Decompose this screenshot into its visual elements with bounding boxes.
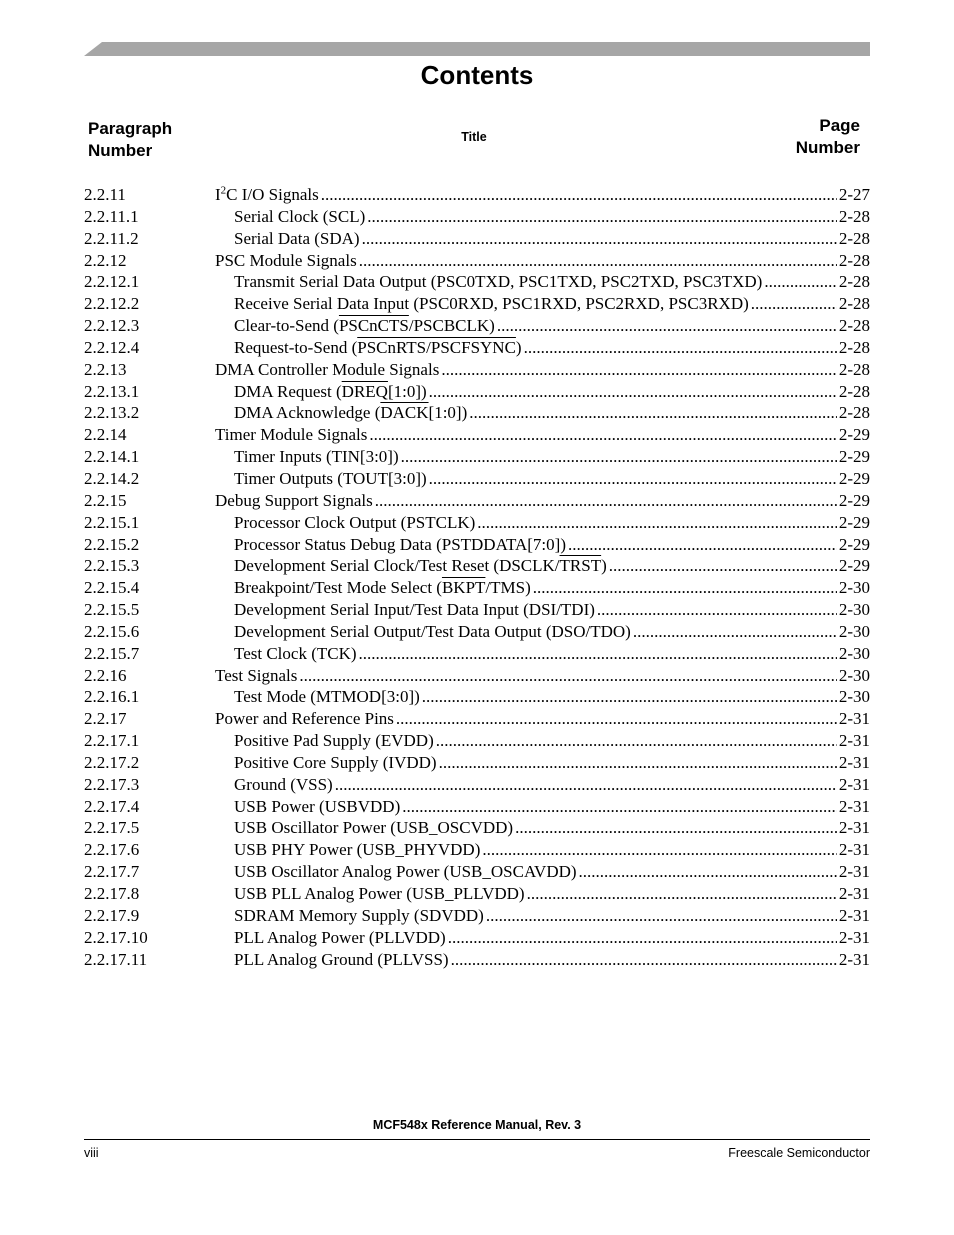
toc-entry-title-part: Test Mode (MTMOD[3:0]) (234, 687, 420, 707)
toc-entry-title-part: Timer Outputs (TOUT[3:0]) (234, 468, 427, 488)
toc-entry-page: 2-30 (838, 687, 870, 707)
toc-entry[interactable] (84, 337, 870, 359)
toc-entry-title-part: [1:0]) (387, 381, 427, 401)
toc-entry-title-part: Development Serial Clock/Test Reset (DSCLK/ (234, 556, 560, 576)
toc-entry-number: 2.2.17.8 (84, 884, 140, 903)
dot-leader (579, 861, 837, 883)
toc-entry-title-part: Positive Pad Supply (EVDD) (234, 731, 434, 751)
toc-entry-title (215, 184, 319, 206)
toc-entry-title (234, 599, 595, 621)
toc-entry[interactable] (84, 949, 870, 971)
toc-entry-title-part: USB PHY Power (USB_PHYVDD) (234, 840, 481, 860)
toc-entry-title (234, 621, 631, 643)
dot-leader (524, 337, 837, 359)
toc-entry-title-overline-part: PSCnRTS/PSCFSYNC (357, 337, 516, 357)
toc-entry-title-overline-part: BKPT (441, 578, 486, 598)
dot-leader (751, 293, 837, 315)
toc-entry-title (215, 250, 357, 272)
footer-company: Freescale Semiconductor (728, 1146, 870, 1160)
dot-leader (609, 555, 837, 577)
toc-entry-title-part: Serial Data (SDA) (234, 228, 360, 248)
dot-leader (527, 883, 837, 905)
toc-entry-title-part: DMA Request ( (234, 381, 342, 401)
toc-entry-title (234, 577, 531, 599)
toc-entry-body (215, 905, 839, 927)
toc-entry-title-part: USB PLL Analog Power (USB_PLLVDD) (234, 884, 525, 903)
toc-entry-page: 2-28 (838, 294, 870, 314)
toc-entry-number: 2.2.11 (84, 185, 126, 204)
dot-leader (375, 490, 837, 512)
dot-leader (764, 271, 837, 293)
toc-entry[interactable] (84, 621, 870, 643)
toc-entry-title-part: Transmit Serial Data Output (PSC0TXD, PSC1TXD, PSC2TXD, PSC3TXD) (234, 272, 763, 292)
toc-entry-body (215, 774, 839, 796)
toc-entry-number: 2.2.13.2 (84, 403, 140, 423)
toc-entry[interactable] (84, 512, 870, 534)
dot-leader (448, 927, 837, 949)
footer-page-number: viii (84, 1146, 99, 1160)
dot-leader (633, 621, 837, 643)
toc-entry-body (215, 184, 839, 206)
toc-entry[interactable] (84, 359, 870, 381)
toc-entry-body (215, 927, 839, 949)
dot-leader (469, 402, 837, 424)
toc-entry-number: 2.2.15.3 (84, 556, 140, 576)
toc-entry-title (234, 686, 420, 708)
toc-entry-title-part: Request-to-Send ( (234, 337, 358, 357)
toc-entry-number: 2.2.11.1 (84, 206, 139, 226)
toc-entry-number: 2.2.17.6 (84, 840, 140, 860)
dot-leader (429, 468, 837, 490)
toc-entry-body (215, 861, 839, 883)
toc-entry-body (215, 446, 839, 468)
toc-entry-title-part: PSC Module Signals (215, 250, 357, 270)
dot-leader (396, 708, 837, 730)
toc-entry-title-part: USB Oscillator Analog Power (USB_OSCAVDD) (234, 862, 577, 882)
toc-entry-title-part: /PSCBCLK) (408, 316, 495, 336)
toc-entry-body (215, 796, 839, 818)
toc-entry-body (215, 949, 839, 971)
dot-leader (367, 206, 837, 228)
toc-entry-number: 2.2.16.1 (84, 687, 140, 707)
toc-entry-title (234, 315, 495, 337)
toc-entry-body (215, 228, 839, 250)
toc-entry[interactable] (84, 686, 870, 708)
toc-entry-page: 2-29 (838, 425, 870, 445)
toc-entry-title (234, 730, 434, 752)
toc-entry-title (234, 402, 467, 424)
toc-entry[interactable] (84, 402, 870, 424)
toc-entry-title (234, 534, 566, 556)
toc-entry[interactable] (84, 315, 870, 337)
toc-entry[interactable] (84, 927, 870, 949)
column-header-paragraph-line1: Paragraph (88, 119, 173, 138)
toc-entry-page: 2-31 (838, 927, 870, 947)
footer-manual-title: MCF548x Reference Manual, Rev. 3 (372, 1118, 582, 1132)
toc-entry-title (234, 905, 484, 927)
toc-entry[interactable] (84, 643, 870, 665)
toc-entry-title (234, 446, 399, 468)
toc-entry[interactable] (84, 839, 870, 861)
toc-entry-body (215, 512, 839, 534)
toc-entry-page: 2-28 (838, 359, 870, 379)
toc-entry-number: 2.2.15.5 (84, 600, 140, 620)
toc-entry-title (234, 206, 365, 228)
dot-leader (477, 512, 837, 534)
toc-entry-body (215, 359, 839, 381)
dot-leader (359, 250, 837, 272)
toc-entry-page: 2-27 (838, 185, 870, 204)
toc-entry-page: 2-29 (838, 534, 870, 554)
toc-entry-title-overline-part: DACK (380, 403, 429, 423)
toc-entry-number: 2.2.17.3 (84, 774, 140, 794)
dot-leader (486, 905, 837, 927)
toc-entry-number: 2.2.17.11 (84, 949, 148, 969)
dot-leader (299, 665, 836, 687)
toc-entry-body (215, 534, 839, 556)
toc-entry-title (234, 949, 449, 971)
dot-leader (402, 796, 837, 818)
dot-leader (429, 381, 837, 403)
toc-entry-title-part: 2 (220, 184, 227, 197)
toc-entry-number: 2.2.14.1 (84, 447, 140, 467)
dot-leader (359, 643, 837, 665)
toc-entry-page: 2-31 (838, 818, 870, 838)
toc-entry-title (234, 643, 357, 665)
toc-entry-page: 2-30 (838, 600, 870, 620)
toc-entry-body (215, 315, 839, 337)
toc-entry-title (234, 512, 475, 534)
toc-entry-body (215, 271, 839, 293)
toc-entry-title (234, 293, 749, 315)
toc-entry[interactable] (84, 577, 870, 599)
toc-entry-title-part: Test Signals (215, 665, 298, 685)
toc-entry[interactable] (84, 184, 870, 206)
toc-entry-title-part: Test Clock (TCK) (234, 643, 357, 663)
toc-entry-title (234, 883, 525, 905)
toc-entry-page: 2-31 (838, 949, 870, 969)
toc-entry-number: 2.2.12.2 (84, 294, 140, 314)
toc-entry-title-part: Timer Module Signals (215, 425, 368, 445)
toc-entry-number: 2.2.13 (84, 359, 127, 379)
toc-entry-number: 2.2.17.1 (84, 731, 140, 751)
toc-entry-page: 2-28 (838, 250, 870, 270)
dot-leader (321, 184, 837, 206)
toc-entry[interactable] (84, 293, 870, 315)
toc-entry-number: 2.2.11.2 (84, 228, 139, 248)
toc-entry-body (215, 686, 839, 708)
toc-entry-body (215, 250, 839, 272)
toc-entry-page: 2-31 (838, 905, 870, 925)
column-header-page-line2: Number (795, 138, 860, 157)
toc-entry-title (234, 752, 437, 774)
toc-entry-title-part: ) (515, 337, 522, 357)
toc-entry-number: 2.2.17.9 (84, 905, 140, 925)
toc-entry-number: 2.2.15.6 (84, 621, 140, 641)
toc-entry-page: 2-31 (838, 796, 870, 816)
toc-entry-title-part: PLL Analog Ground (PLLVSS) (234, 949, 449, 969)
toc-entry[interactable] (84, 708, 870, 730)
toc-entry-body (215, 381, 839, 403)
toc-entry-body (215, 839, 839, 861)
footer-rule (84, 1139, 870, 1140)
toc-entry[interactable] (84, 381, 870, 403)
dot-leader (533, 577, 837, 599)
toc-entry-title-part: SDRAM Memory Supply (SDVDD) (234, 905, 484, 925)
toc-entry-title-part: PLL Analog Power (PLLVDD) (234, 927, 446, 947)
toc-entry-number: 2.2.17.7 (84, 862, 140, 882)
dot-leader (451, 949, 837, 971)
toc-entry-title (234, 381, 427, 403)
dot-leader (441, 359, 837, 381)
toc-entry-page: 2-29 (838, 490, 870, 510)
toc-entry[interactable] (84, 730, 870, 752)
toc-entry[interactable] (84, 883, 870, 905)
toc-entry-title (234, 555, 607, 577)
toc-entry-title-part: Development Serial Output/Test Data Output (DSO/TDO) (234, 621, 631, 641)
toc-entry-number: 2.2.13.1 (84, 381, 140, 401)
toc-entry-page: 2-29 (838, 556, 870, 576)
toc-entry-title-part: Clear-to-Send ( (234, 316, 339, 336)
toc-entry[interactable] (84, 534, 870, 556)
toc-entry-title (234, 796, 400, 818)
toc-entry-number: 2.2.12.3 (84, 316, 140, 336)
toc-entry-title (234, 337, 522, 359)
toc-entry-title (234, 468, 427, 490)
toc-entry[interactable] (84, 468, 870, 490)
toc-entry-title (215, 490, 373, 512)
dot-leader (436, 730, 837, 752)
toc-entry-page: 2-31 (838, 774, 870, 794)
header-band (84, 42, 870, 56)
toc-entry-number: 2.2.17.5 (84, 818, 140, 838)
toc-entry-body (215, 293, 839, 315)
toc-entry-body (215, 817, 839, 839)
toc-entry-number: 2.2.15.2 (84, 534, 140, 554)
toc-entry-page: 2-29 (838, 447, 870, 467)
toc-entry-title (234, 228, 360, 250)
toc-entry-title-part: USB Power (USBVDD) (234, 796, 401, 816)
toc-entry-title-overline-part: TRST (559, 556, 602, 576)
toc-entry-body (215, 577, 839, 599)
toc-entry-body (215, 402, 839, 424)
toc-entry-title-part: Processor Clock Output (PSTCLK) (234, 512, 476, 532)
toc-entry-page: 2-28 (838, 381, 870, 401)
toc-entry-title (234, 861, 577, 883)
dot-leader (482, 839, 836, 861)
dot-leader (439, 752, 837, 774)
toc-entry-page: 2-30 (838, 643, 870, 663)
toc-entry[interactable] (84, 555, 870, 577)
toc-entry-body (215, 206, 839, 228)
toc-entry-title-part: I (215, 185, 221, 204)
toc-list (84, 184, 870, 970)
toc-entry-body (215, 424, 839, 446)
toc-entry[interactable] (84, 665, 870, 687)
dot-leader (515, 817, 837, 839)
toc-entry-title-part: Development Serial Input/Test Data Input (DSI/TDI) (234, 600, 595, 620)
toc-entry-number: 2.2.17 (84, 709, 127, 729)
toc-entry-title-part: Power and Reference Pins (215, 709, 394, 729)
toc-entry-title (234, 271, 762, 293)
toc-entry[interactable] (84, 861, 870, 883)
dot-leader (497, 315, 837, 337)
toc-entry-page: 2-29 (838, 512, 870, 532)
toc-entry-title-part: C I/O Signals (226, 185, 319, 204)
toc-entry-number: 2.2.17.4 (84, 796, 140, 816)
toc-entry[interactable] (84, 446, 870, 468)
dot-leader (597, 599, 837, 621)
toc-entry-number: 2.2.16 (84, 665, 127, 685)
toc-entry-body (215, 730, 839, 752)
toc-entry-body (215, 599, 839, 621)
toc-entry-page: 2-30 (838, 665, 870, 685)
toc-entry-title-part: Processor Status Debug Data (PSTDDATA[7:0]) (234, 534, 566, 554)
toc-entry-title-part: Timer Inputs (TIN[3:0]) (234, 447, 399, 467)
column-header-page-line1: Page (819, 116, 860, 135)
toc-entry-number: 2.2.12.4 (84, 337, 140, 357)
toc-entry-number: 2.2.15.1 (84, 512, 140, 532)
toc-entry-page: 2-28 (838, 403, 870, 423)
toc-entry-body (215, 621, 839, 643)
toc-entry-title (215, 424, 367, 446)
toc-entry-number: 2.2.14.2 (84, 468, 140, 488)
dot-leader (422, 686, 837, 708)
toc-entry-title-part: Serial Clock (SCL) (234, 206, 366, 226)
toc-entry-title-part: Debug Support Signals (215, 490, 373, 510)
toc-entry-number: 2.2.15.7 (84, 643, 140, 663)
toc-entry-title-overline-part: PSCnCTS (338, 316, 409, 336)
toc-entry-page: 2-31 (838, 731, 870, 751)
toc-entry-title-part: Ground (VSS) (234, 774, 333, 794)
toc-entry-title-part: USB Oscillator Power (USB_OSCVDD) (234, 818, 514, 838)
toc-entry-body (215, 468, 839, 490)
toc-entry-title-overline-part: DREQ (341, 381, 388, 401)
toc-entry-page: 2-31 (838, 840, 870, 860)
dot-leader (568, 534, 837, 556)
toc-entry-title-part: DMA Controller Module Signals (215, 359, 440, 379)
toc-entry-page: 2-31 (838, 884, 870, 903)
toc-entry[interactable] (84, 599, 870, 621)
toc-entry-number: 2.2.14 (84, 425, 127, 445)
dot-leader (369, 424, 836, 446)
column-header-paragraph-line2: Number (88, 141, 153, 160)
toc-entry[interactable] (84, 490, 870, 512)
toc-entry-title (234, 817, 513, 839)
toc-entry-title (234, 927, 446, 949)
toc-entry-number: 2.2.17.10 (84, 927, 148, 947)
toc-entry[interactable] (84, 774, 870, 796)
toc-entry[interactable] (84, 752, 870, 774)
column-header-title: Title (461, 130, 487, 144)
dot-leader (335, 774, 837, 796)
toc-entry[interactable] (84, 796, 870, 818)
toc-entry-title-part: ) (601, 556, 607, 576)
toc-entry-page: 2-31 (838, 752, 870, 772)
toc-entry-page: 2-28 (838, 337, 870, 357)
toc-entry[interactable] (84, 905, 870, 927)
toc-entry-title-part: Breakpoint/Test Mode Select ( (234, 578, 442, 598)
dot-leader (401, 446, 837, 468)
toc-entry-page: 2-30 (838, 621, 870, 641)
toc-entry-page: 2-28 (838, 228, 870, 248)
toc-entry[interactable] (84, 271, 870, 293)
toc-entry-body (215, 665, 839, 687)
toc-entry-body (215, 643, 839, 665)
toc-entry-body (215, 555, 839, 577)
toc-entry-body (215, 883, 839, 905)
toc-entry-page: 2-31 (838, 862, 870, 882)
toc-entry[interactable] (84, 228, 870, 250)
toc-entry-page: 2-28 (838, 272, 870, 292)
toc-entry-title-part: Receive Serial Data Input (PSC0RXD, PSC1RXD, PSC2RXD, PSC3RXD) (234, 294, 749, 314)
toc-entry-body (215, 490, 839, 512)
toc-entry-title (215, 665, 297, 687)
toc-entry[interactable] (84, 206, 870, 228)
toc-entry-title (215, 359, 439, 381)
toc-entry-body (215, 752, 839, 774)
toc-entry-title (234, 839, 480, 861)
toc-entry-title-part: [1:0]) (428, 403, 468, 423)
toc-entry-page: 2-28 (838, 206, 870, 226)
toc-entry[interactable] (84, 424, 870, 446)
toc-entry-title-part: Positive Core Supply (IVDD) (234, 752, 437, 772)
toc-entry-number: 2.2.12.1 (84, 272, 140, 292)
toc-entry-number: 2.2.15 (84, 490, 127, 510)
toc-entry-number: 2.2.17.2 (84, 752, 140, 772)
toc-entry-body (215, 337, 839, 359)
toc-entry-number: 2.2.15.4 (84, 578, 140, 598)
toc-entry-page: 2-31 (838, 709, 870, 729)
page-title: Contents (420, 60, 534, 90)
toc-entry-page: 2-28 (838, 316, 870, 336)
toc-entry[interactable] (84, 817, 870, 839)
toc-entry-title (215, 708, 394, 730)
toc-entry-page: 2-30 (838, 578, 870, 598)
toc-entry-body (215, 708, 839, 730)
toc-entry-title-part: DMA Acknowledge ( (234, 403, 381, 423)
column-header-page-number (796, 115, 860, 159)
dot-leader (362, 228, 837, 250)
toc-entry-title-part: /TMS) (485, 578, 531, 598)
toc-entry[interactable] (84, 250, 870, 272)
toc-entry-number: 2.2.12 (84, 250, 127, 270)
toc-entry-page: 2-29 (838, 468, 870, 488)
toc-entry-title (234, 774, 333, 796)
